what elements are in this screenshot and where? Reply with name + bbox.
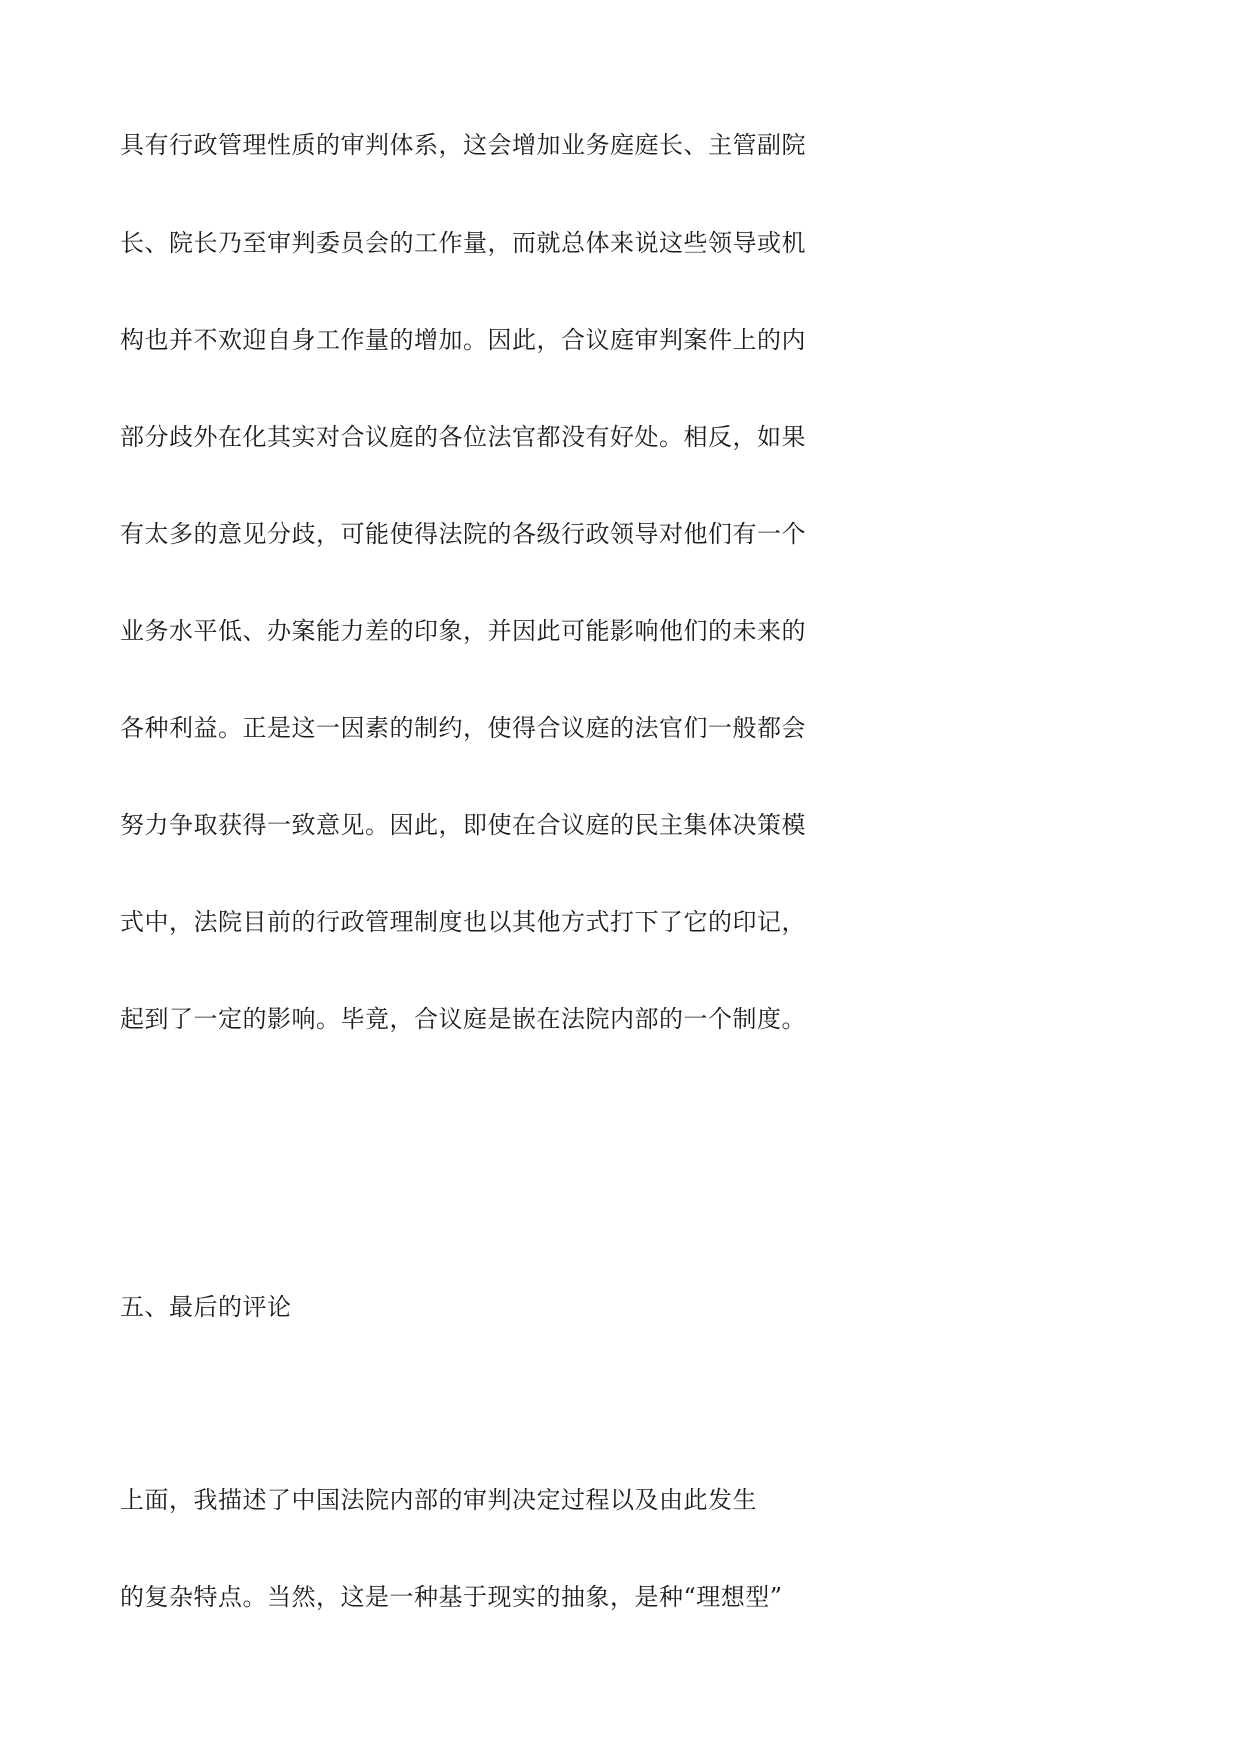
paragraph-line: 构也并不欢迎自身工作量的增加。因此，合议庭审判案件上的内 [120, 326, 806, 354]
paragraph-line: 部分歧外在化其实对合议庭的各位法官都没有好处。相反，如果 [120, 423, 806, 451]
paragraph-line: 具有行政管理性质的审判体系，这会增加业务庭庭长、主管副院 [120, 131, 806, 159]
paragraph-line: 上面，我描述了中国法院内部的审判决定过程以及由此发生 [120, 1486, 757, 1514]
section-heading: 五、最后的评论 [120, 1293, 292, 1321]
paragraph-line: 长、院长乃至审判委员会的工作量，而就总体来说这些领导或机 [120, 229, 806, 257]
paragraph-line: 有太多的意见分歧，可能使得法院的各级行政领导对他们有一个 [120, 520, 806, 548]
paragraph-line: 各种利益。正是这一因素的制约，使得合议庭的法官们一般都会 [120, 714, 806, 742]
paragraph-line: 业务水平低、办案能力差的印象，并因此可能影响他们的未来的 [120, 617, 806, 645]
paragraph-line: 式中，法院目前的行政管理制度也以其他方式打下了它的印记， [120, 908, 806, 936]
paragraph-line: 起到了一定的影响。毕竟，合议庭是嵌在法院内部的一个制度。 [120, 1005, 806, 1033]
paragraph-line: 的复杂特点。当然，这是一种基于现实的抽象，是种“理想型” [120, 1583, 783, 1611]
paragraph-line: 努力争取获得一致意见。因此，即使在合议庭的民主集体决策模 [120, 811, 806, 839]
